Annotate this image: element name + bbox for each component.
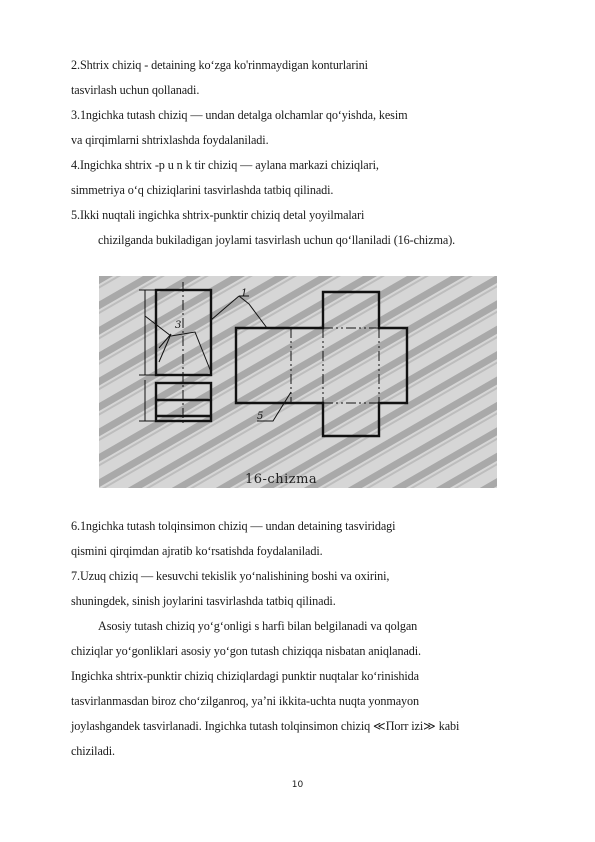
figure-caption: 16-chizma	[245, 472, 318, 487]
text-line-16: tasvirlanmasdan biroz cho‘zilganroq, ya’ni ikkita-uchta nuqta yonmayon	[71, 694, 420, 708]
text-line-4: va qirqimlarni shtrixlashda foydalaniladi.	[71, 133, 269, 147]
text-line-15: Ingichka shtrix-punktir chiziq chiziqlardagi punktir nuqtalar ko‘rinishida	[71, 669, 419, 683]
text-line-18: chiziladi.	[71, 744, 116, 758]
text-line-13: Asosiy tutash chiziq yo‘g‘onligi s harfi bilan belgilanadi va qolgan	[98, 619, 418, 633]
text-line-1: 2.Shtrix chiziq - detaining ko‘zga ko'rinmaydigan konturlarini	[71, 58, 368, 72]
page-number: 10	[291, 780, 304, 790]
text-line-5: 4.Ingichka shtrix -p u n k tir chiziq — aylana markazi chiziqlari,	[71, 158, 379, 172]
text-line-9: 6.1ngichka tutash tolqinsimon chiziq — undan detaining tasviridagi	[71, 519, 396, 533]
text-line-10: qismini qirqimdan ajratib ko‘rsatishda foydalaniladi.	[71, 544, 323, 558]
text-line-7: 5.Ikki nuqtali ingichka shtrix-punktir chiziq detal yoyilmalari	[71, 208, 365, 222]
text-line-12: shuningdek, sinish joylarini tasvirlashda tatbiq qilinadi.	[71, 594, 336, 608]
text-line-11: 7.Uzuq chiziq — kesuvchi tekislik yo‘nalishining boshi va oxirini,	[71, 569, 390, 583]
text-line-14: chiziqlar yo‘gonliklari asosiy yo‘gon tutash chiziqqa nisbatan aniqlanadi.	[71, 644, 422, 658]
text-line-6: simmetriya o‘q chiziqlarini tasvirlashda tatbiq qilinadi.	[71, 183, 334, 197]
figure-label-3: 3	[175, 320, 182, 331]
text-line-8: chizilganda bukiladigan joylami tasvirlash uchun qo‘llaniladi (16-chizma).	[98, 233, 456, 247]
drawing-figure	[99, 276, 497, 488]
text-line-3: 3.1ngichka tutash chiziq — undan detalga olchamlar qo‘yishda, kesim	[71, 108, 408, 122]
text-line-17: joylashgandek tasvirlanadi. Ingichka tutash tolqinsimon chiziq ≪Пorr izi≫ kabi	[71, 719, 460, 733]
drawing-svg	[99, 276, 497, 488]
text-line-2: tasvirlash uchun qollanadi.	[71, 83, 200, 97]
figure-label-5: 5	[257, 411, 264, 422]
figure-label-1: 1	[241, 288, 248, 299]
